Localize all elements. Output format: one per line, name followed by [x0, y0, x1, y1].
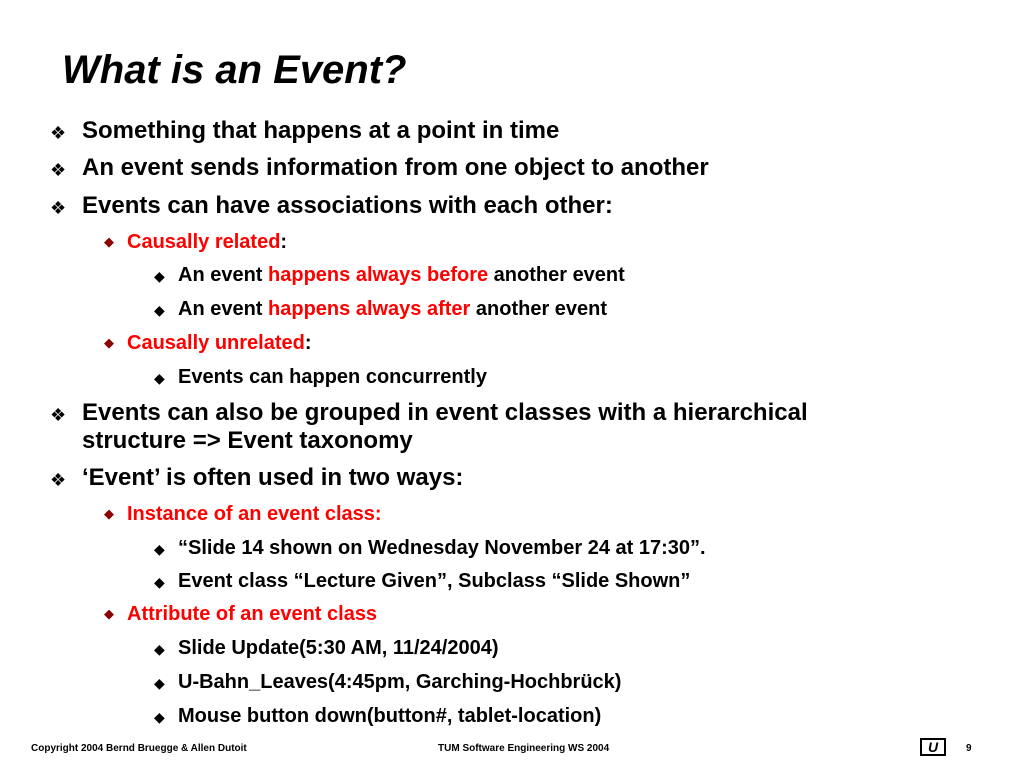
slide-title: What is an Event? [62, 48, 407, 92]
sub-bullet-item: Attribute of an event class [127, 603, 378, 625]
bullet-item: Events can also be grouped in event classes with a hierarchical structure => Event taxonomy [82, 399, 808, 454]
diamond-bullet-icon: ❖ [50, 198, 67, 218]
sub-sub-bullet-item: Mouse button down(button#, tablet-location) [178, 705, 602, 727]
small-diamond-bullet-icon: ◆ [104, 606, 114, 621]
bullet-item: An event sends information from one object to another [82, 154, 709, 181]
sub-sub-bullet-item: Event class “Lecture Given”, Subclass “Slide Shown” [178, 570, 691, 592]
diamond-bullet-icon: ❖ [50, 123, 67, 143]
sub-sub-bullet-item: Events can happen concurrently [178, 366, 487, 388]
small-diamond-bullet-icon: ◆ [154, 709, 165, 725]
sub-sub-bullet-item: U-Bahn_Leaves(4:45pm, Garching-Hochbrück) [178, 671, 622, 693]
page-number: 9 [966, 743, 972, 754]
sub-bullet-item: Causally unrelated: [127, 332, 312, 354]
small-diamond-bullet-icon: ◆ [154, 641, 165, 657]
small-diamond-bullet-icon: ◆ [154, 675, 165, 691]
sub-sub-bullet-item: An event happens always after another event [178, 298, 608, 320]
bullet-item: ‘Event’ is often used in two ways: [82, 464, 464, 491]
diamond-bullet-icon: ❖ [50, 160, 67, 180]
sub-sub-bullet-item: An event happens always before another event [178, 264, 625, 286]
small-diamond-bullet-icon: ◆ [104, 506, 114, 521]
small-diamond-bullet-icon: ◆ [104, 335, 114, 350]
bullet-item: Something that happens at a point in time [82, 117, 560, 144]
footer-course: TUM Software Engineering WS 2004 [438, 743, 610, 754]
small-diamond-bullet-icon: ◆ [154, 541, 165, 557]
diamond-bullet-icon: ❖ [50, 470, 67, 490]
tum-logo-icon: U [920, 738, 946, 756]
bullet-item: Events can have associations with each other: [82, 192, 613, 219]
small-diamond-bullet-icon: ◆ [154, 574, 165, 590]
sub-bullet-item: Causally related: [127, 231, 288, 253]
sub-sub-bullet-item: Slide Update(5:30 AM, 11/24/2004) [178, 637, 499, 659]
diamond-bullet-icon: ❖ [50, 405, 67, 425]
small-diamond-bullet-icon: ◆ [104, 234, 114, 249]
footer-copyright: Copyright 2004 Bernd Bruegge & Allen Dutoit [31, 743, 247, 754]
small-diamond-bullet-icon: ◆ [154, 268, 165, 284]
sub-bullet-item: Instance of an event class: [127, 503, 382, 525]
small-diamond-bullet-icon: ◆ [154, 302, 165, 318]
small-diamond-bullet-icon: ◆ [154, 370, 165, 386]
sub-sub-bullet-item: “Slide 14 shown on Wednesday November 24 at 17:30”. [178, 537, 706, 559]
